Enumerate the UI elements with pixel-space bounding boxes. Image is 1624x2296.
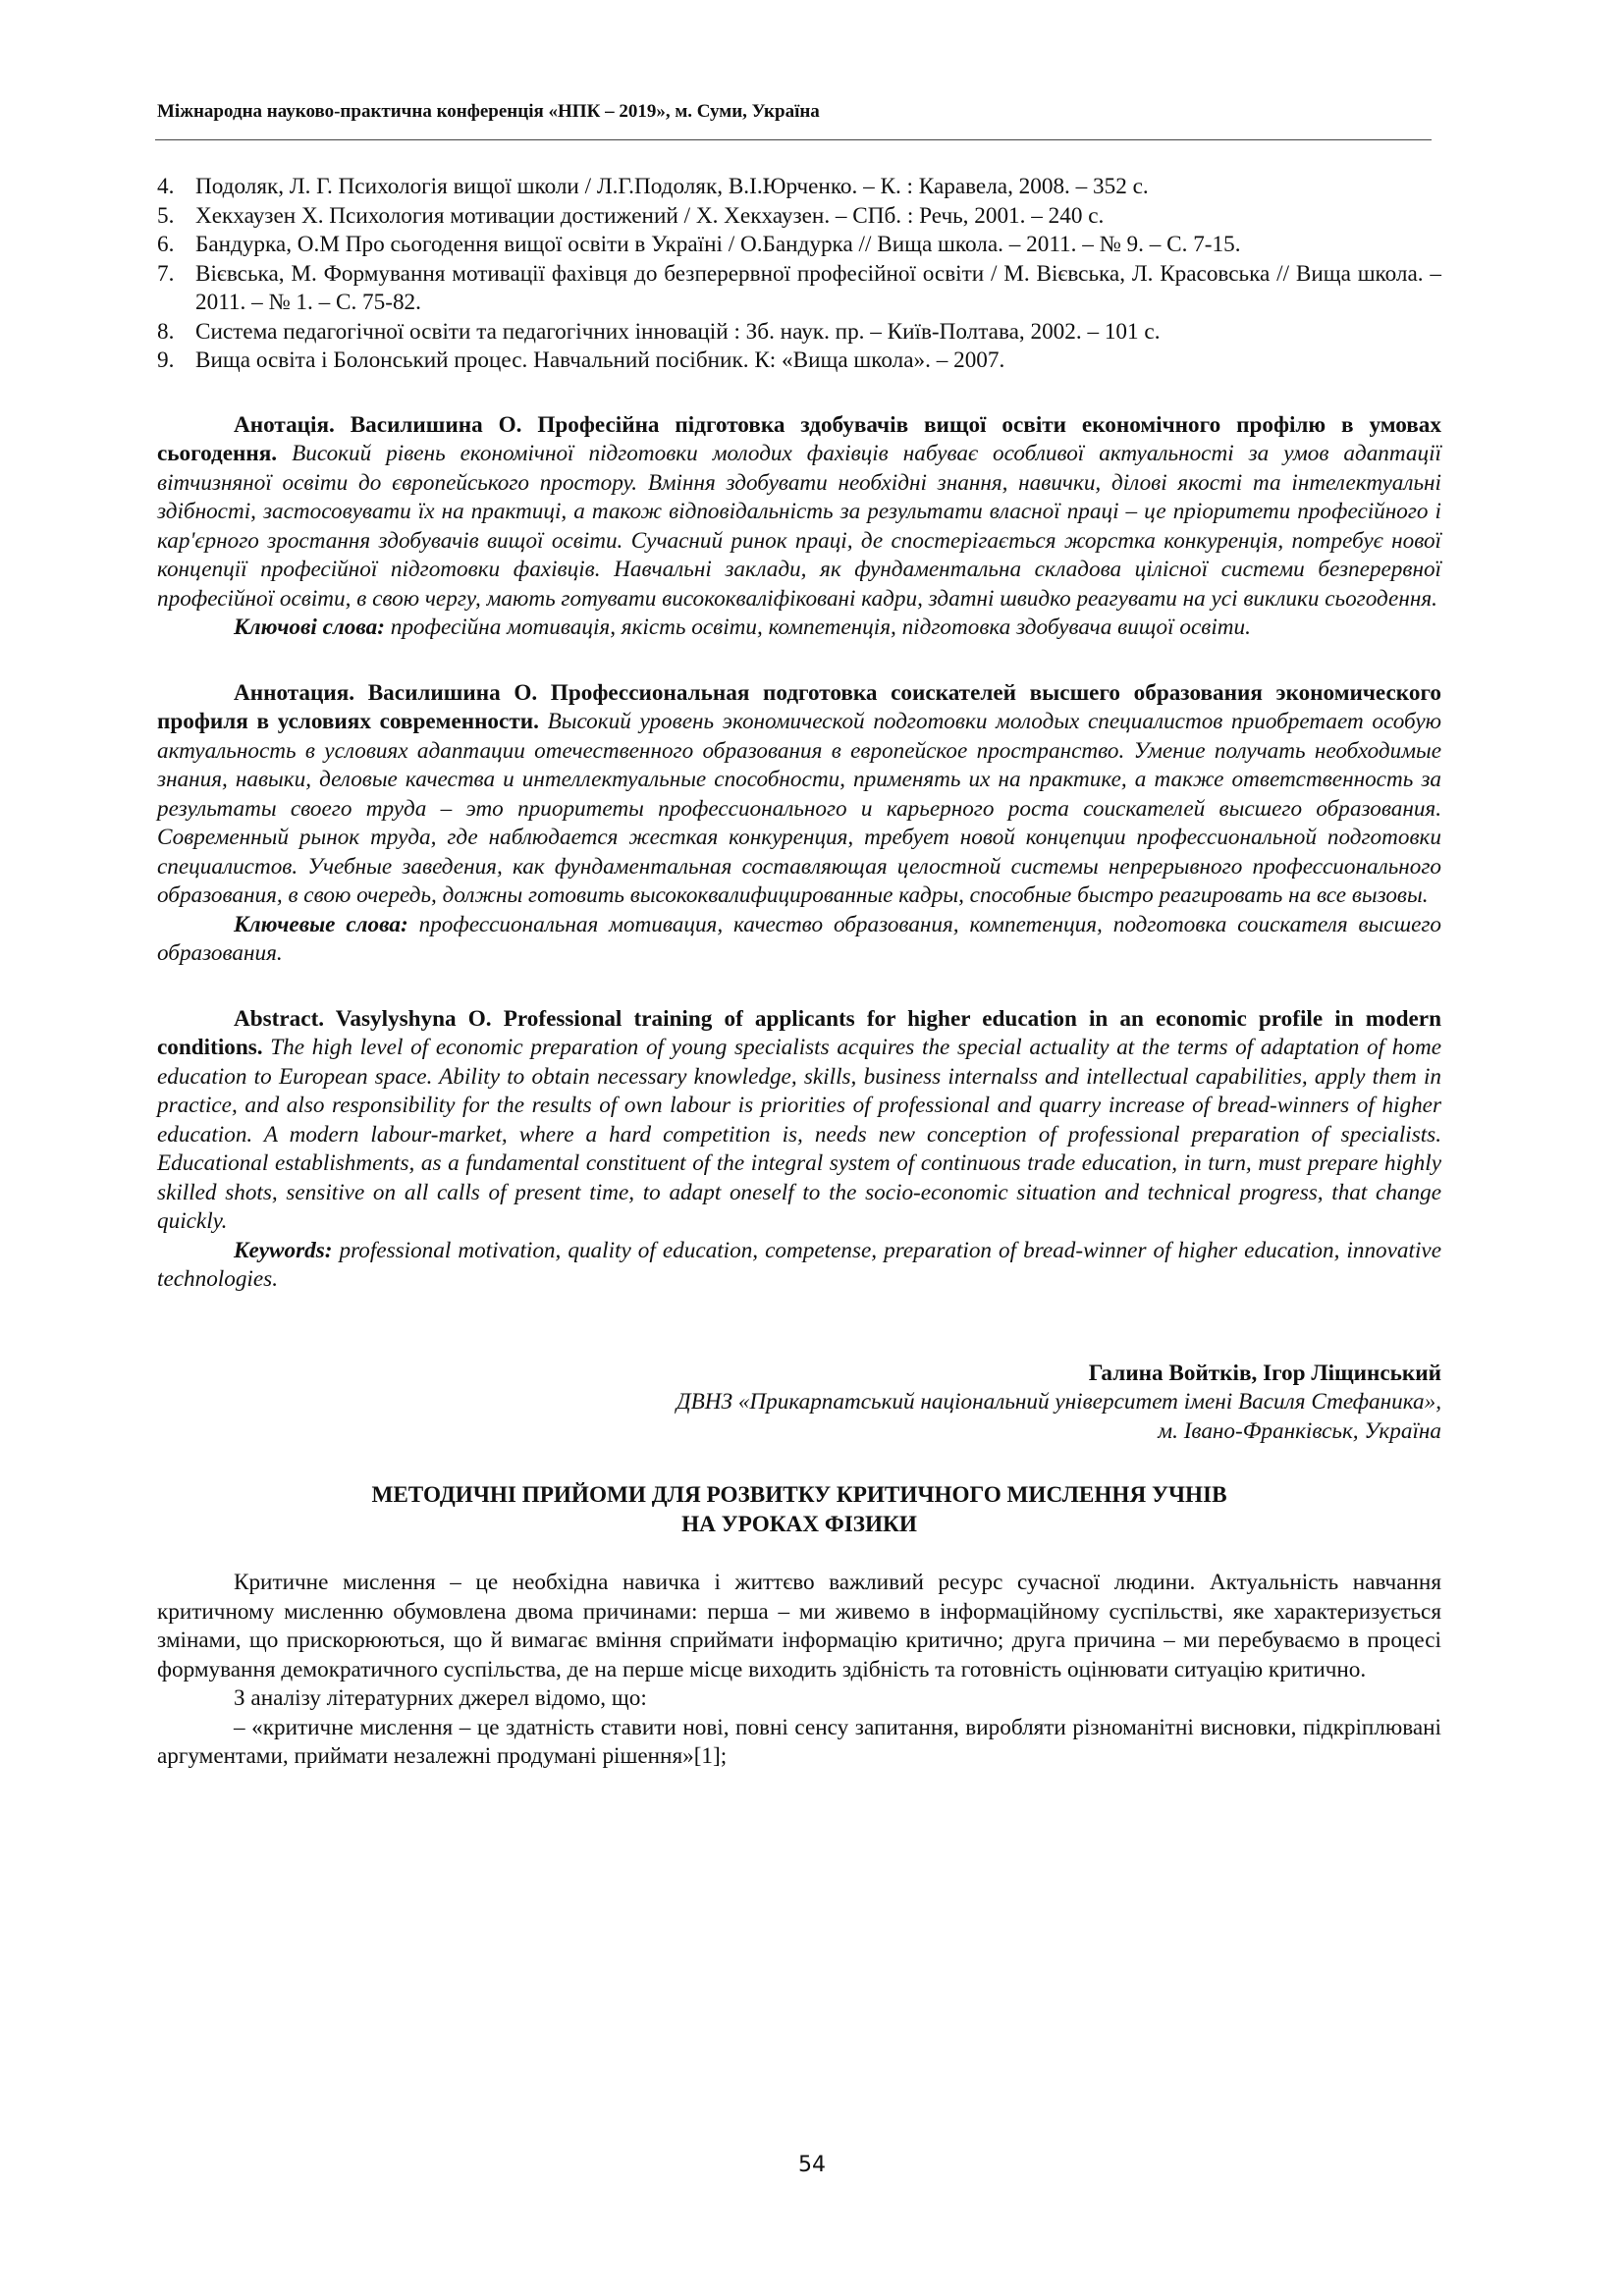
reference-list xyxy=(157,173,1441,376)
reference-number: 6. xyxy=(157,232,175,257)
keywords-text: профессиональная мотивация, качество образования, компетенция, подготовка соискателя высшего образования. xyxy=(157,911,1442,966)
keywords-label: Ключові слова: xyxy=(234,614,385,640)
body-paragraph: З аналізу літературних джерел відомо, що: xyxy=(234,1685,647,1711)
keywords-text: professional motivation, quality of education, competense, preparation of bread-winner of higher education, innovative technologies. xyxy=(157,1237,1441,1292)
abstract-paragraph xyxy=(157,411,1441,614)
reference-number: 9. xyxy=(157,347,175,373)
header-divider xyxy=(155,139,1432,140)
author-block xyxy=(157,1360,1441,1447)
reference-text: Система педагогічної освіти та педагогічних інновацій : Зб. наук. пр. – Київ-Полтава, 2002. – 101 с. xyxy=(195,318,1161,345)
keywords-paragraph xyxy=(157,614,1441,643)
reference-text: Вища освіта і Болонський процес. Навчальний посібник. К: «Вища школа». – 2007. xyxy=(195,347,1005,373)
keywords-label: Ключевые слова: xyxy=(234,911,408,937)
reference-item xyxy=(157,260,1441,318)
abstract-title: Abstract. Vasylyshyna O. Professional training of applicants for higher education in an economic profile in modern conditions. xyxy=(157,1005,1441,1060)
reference-item xyxy=(157,202,1441,232)
abstract-title: Анотація. Василишина О. Професійна підготовка здобувачів вищої освіти економічного профілю в умовах сьогодення. xyxy=(157,411,1441,466)
body-paragraph: Критичне мислення – це необхідна навичка і життєво важливий ресурс сучасної людини. Актуальність навчання критичному мисленню обумовлена двома причинами: перша – ми живемо в інформаційному суспільстві, яке характеризується змінами, що прискорюються, що й вимагає вміння сприймати інформацію критично; друга причина – ми перебуваємо в процесі формування демократичного суспільства, де на перше місце виходить здібність та готовність оцінювати ситуацію критично. xyxy=(157,1570,1441,1682)
article-title-line: НА УРОКАХ ФІЗИКИ xyxy=(681,1511,917,1537)
page-content xyxy=(157,173,1441,1772)
reference-text: Подоляк, Л. Г. Психологія вищої школи / Л.Г.Подоляк, В.І.Юрченко. – К. : Каравела, 2008. – 352 с. xyxy=(195,174,1149,199)
author-location: м. Івано-Франківськ, Україна xyxy=(1158,1417,1441,1444)
abstract-title: Аннотация. Василишина О. Профессиональная подготовка соискателей высшего образования экономического профиля в условиях современности. xyxy=(157,679,1441,734)
keywords-label: Keywords: xyxy=(234,1237,333,1263)
abstract-body: The high level of economic preparation of young specialists acquires the special actuality at the terms of adaptation of home education to European space. Ability to obtain necessary knowledge, skills, business internalss and intellectual capabilities, apply them in practice, and also responsibility for the results of own labour is priorities of professional and quarry increase of bread-winners of higher education. A modern labour-market, where a hard competition is, needs new conception of professional preparation of specialists. Educational establishments, as a fundamental constituent of the integral system of continuous trade education, in turn, must prepare highly skilled shots, sensitive on all calls of present time, to adapt oneself to the socio-economic situation and technical progress, that change quickly. xyxy=(157,1035,1441,1234)
page-number: 54 xyxy=(798,2153,826,2177)
abstract-paragraph xyxy=(157,679,1441,911)
abstract-english xyxy=(157,1005,1441,1295)
reference-item xyxy=(157,347,1441,376)
keywords-text: професійна мотивація, якість освіти, компетенція, підготовка здобувача вищої освіти. xyxy=(390,614,1251,640)
article-authors: Галина Войтків, Ігор Ліщинський xyxy=(1088,1360,1441,1386)
abstract-body: Високий рівень економічної підготовки молодих фахівців набуває особливої актуальності за умов адаптації вітчизняної освіти до європейського простору. Вміння здобувати необхідні знання, навички, ділові якості та інтелектуальні здібності, застосовувати їх на практиці, а також відповідальність за результати власної праці – це пріоритети професійного і кар'єрного зростання здобувачів вищої освіти. Сучасний ринок праці, де спостерігається жорстка конкуренція, потребує нової концепції професійної підготовки фахівців. Навчальні заклади, як фундаментальна складова цілісної системи безперервної професійної освіти, в свою чергу, мають готувати висококваліфіковані кадри, здатні швидко реагувати на усі виклики сьогодення. xyxy=(157,441,1442,612)
author-affiliation: ДВНЗ «Прикарпатський національний університет імені Василя Стефаника», xyxy=(676,1389,1441,1415)
next-article xyxy=(157,1360,1441,1772)
running-header: Міжнародна науково-практична конференція «НПК – 2019», м. Суми, Україна xyxy=(157,101,820,122)
body-paragraph: – «критичне мислення – це здатність ставити нові, повні сенсу запитання, виробляти різноманітні висновки, підкріплювані аргументами, приймати незалежні продумані рішення»[1]; xyxy=(157,1714,1441,1769)
abstract-body: Высокий уровень экономической подготовки молодых специалистов приобретает особую актуальность в условиях адаптации отечественного образования в европейское пространство. Умение получать необходимые знания, навыки, деловые качества и интеллектуальные способности, применять их на практике, а также ответственность за результаты своего труда – это приоритеты профессионального и карьерного роста соискателей высшего образования. Современный рынок труда, где наблюдается жесткая конкуренция, требует новой концепции профессиональной подготовки специалистов. Учебные заведения, как фундаментальная составляющая целостной системы непрерывного профессионального образования, в свою очередь, должны готовить высококвалифицированные кадры, способные быстро реагировать на все вызовы. xyxy=(157,709,1442,908)
reference-text: Хекхаузен Х. Психология мотивации достижений / Х. Хекхаузен. – СПб. : Речь, 2001. – 240 с. xyxy=(195,202,1105,229)
reference-text: Бандурка, О.М Про сьогодення вищої освіти в Україні / О.Бандурка // Вища школа. – 2011. – № 9. – С. 7-15. xyxy=(195,232,1241,257)
reference-number: 8. xyxy=(157,318,175,345)
abstract-paragraph xyxy=(157,1005,1441,1237)
keywords-paragraph xyxy=(157,1237,1441,1295)
reference-item xyxy=(157,173,1441,202)
keywords-paragraph xyxy=(157,911,1441,969)
abstract-russian xyxy=(157,679,1441,969)
reference-number: 4. xyxy=(157,174,175,199)
reference-text: Вієвська, М. Формування мотивації фахівця до безперервної професійної освіти / М. Вієвська, Л. Красовська // Вища школа. – 2011. – № 1. – С. 75-82. xyxy=(195,260,1441,315)
article-title xyxy=(157,1481,1441,1539)
reference-item xyxy=(157,231,1441,260)
reference-item xyxy=(157,318,1441,347)
reference-number: 5. xyxy=(157,202,175,229)
abstract-ukrainian xyxy=(157,411,1441,643)
reference-number: 7. xyxy=(157,260,175,287)
article-title-line: МЕТОДИЧНІ ПРИЙОМИ ДЛЯ РОЗВИТКУ КРИТИЧНОГО МИСЛЕННЯ УЧНІВ xyxy=(371,1482,1227,1508)
